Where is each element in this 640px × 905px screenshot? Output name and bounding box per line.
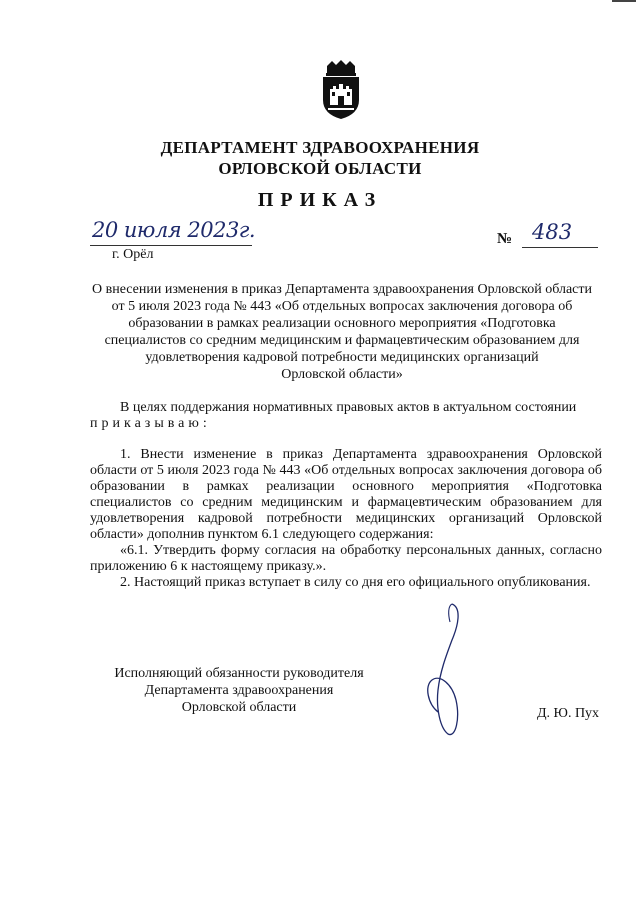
subject-line: специалистов со средним медицинским и фармацевтическим образованием для [104,333,580,348]
subject-line: от 5 июля 2023 года № 443 «Об отдельных вопросах заключения договора об [111,299,573,314]
subject-line: О внесении изменения в приказ Департамента здравоохранения Орловской области [92,282,592,297]
number-underline [522,247,598,248]
item-2: 2. Настоящий приказ вступает в силу со дня его официального опубликования. [120,575,591,590]
position-line: Исполняющий обязанности руководителя [114,666,364,681]
intro-paragraph [90,400,602,432]
order-items [90,447,602,591]
intro-text: В целях поддержания нормативных правовых актов в актуальном состоянии [120,400,577,415]
city-label: г. Орёл [112,247,154,262]
signatory-name: Д. Ю. Пух [537,706,600,721]
handwritten-signature [418,600,478,740]
coat-of-arms-icon [318,60,364,120]
number-label: № [497,231,513,247]
item-1: 1. Внести изменение в приказ Департамента здравоохранения Орловской области от 5 июля 2023 года № 443 «Об отдельных вопросах заключения договора об образовании в рамках реализации основного мероприятия «Подготовка специалистов со средним медицинским и фармацевтическим образованием для удовлетворения кадровой потребности медицинских организаций Орловской области» дополнив пунктом 6.1 следующего содержания: [90,447,602,542]
subject-line: удовлетворения кадровой потребности медицинских организаций [145,350,539,365]
number-handwritten: 483 [532,220,573,244]
department-line-2: ОРЛОВСКОЙ ОБЛАСТИ [218,159,422,178]
date-handwritten: 20 июля 2023г. [92,218,256,242]
subject-line: образовании в рамках реализации основного мероприятия «Подготовка [128,316,556,331]
subject-line: Орловской области» [281,367,403,382]
department-name [0,137,640,179]
order-verb: приказываю: [90,416,211,431]
document-type-title: ПРИКАЗ [257,189,383,211]
department-line-1: ДЕПАРТАМЕНТ ЗДРАВООХРАНЕНИЯ [160,138,480,157]
date-underline [90,245,252,246]
order-subject [78,281,606,383]
item-1-quote: «6.1. Утвердить форму согласия на обработку персональных данных, согласно приложению 6 к настоящему приказу.». [90,543,602,574]
position-line: Департамента здравоохранения [144,683,334,698]
scan-mark [612,0,636,6]
position-line: Орловской области [181,700,297,715]
signatory-position [112,665,366,716]
